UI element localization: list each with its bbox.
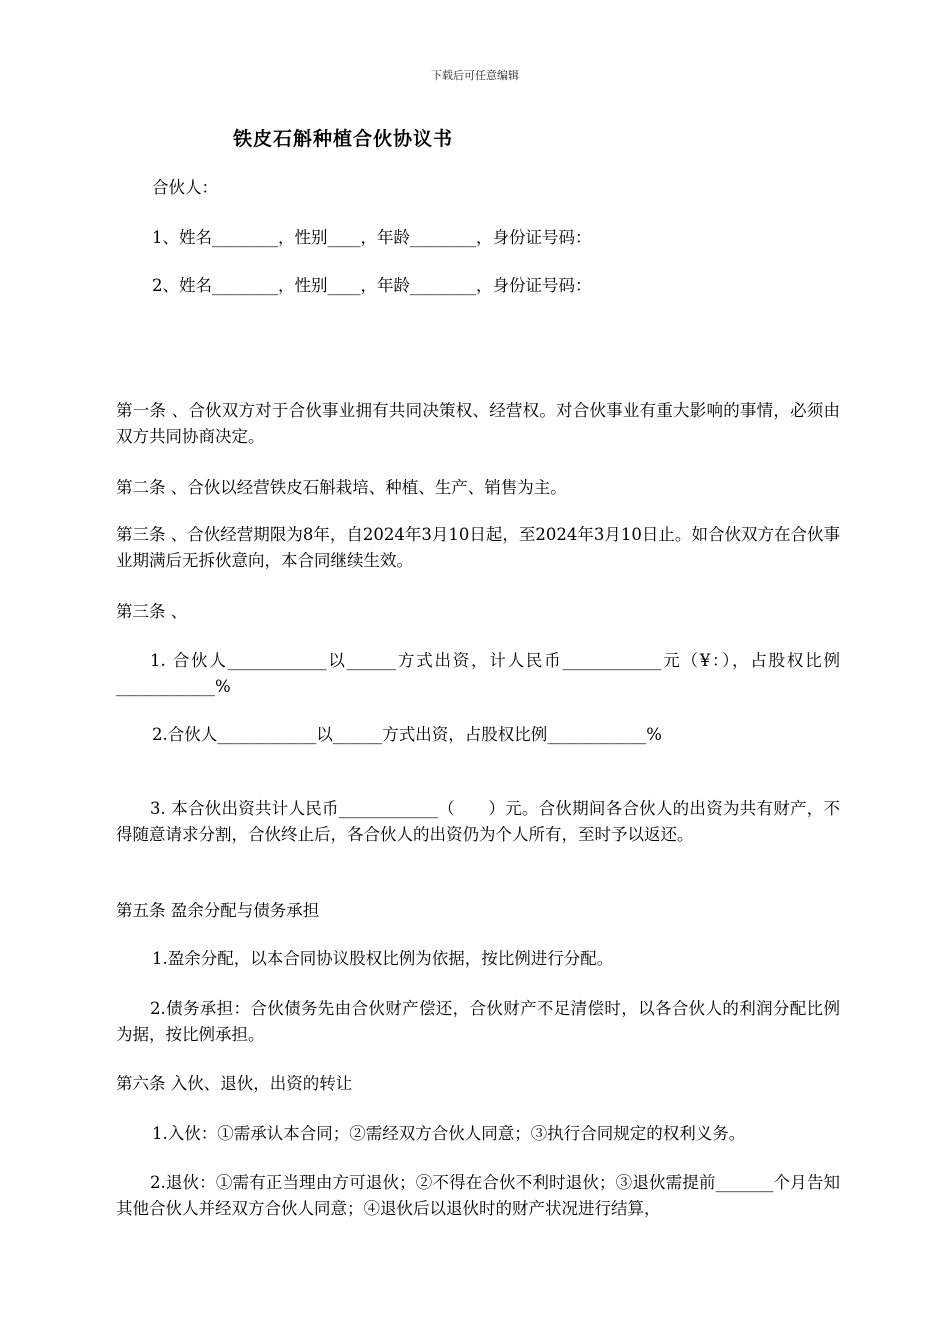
document-title: 铁皮石斛种植合伙协议书 <box>233 128 454 150</box>
page-header-note: 下载后可任意编辑 <box>431 69 519 82</box>
article-6-clause-1: 1.入伙：①需承认本合同；②需经双方合伙人同意；③执行合同规定的权利义务。 <box>152 1124 746 1143</box>
article-6-heading: 第六条 入伙、退伙，出资的转让 <box>116 1074 353 1093</box>
article-5-clause-2: 2.债务承担：合伙债务先由合伙财产偿还，合伙财产不足清偿时，以各合伙人的利润分配比例为据，按比例承担。 <box>116 999 840 1044</box>
article-4-heading: 第三条 、 <box>116 602 188 621</box>
partner-2-info: 2、姓名________，性别____，年龄________，身份证号码： <box>152 276 592 295</box>
article-1: 第一条 、合伙双方对于合伙事业拥有共同决策权、经营权。对合伙事业有重大影响的事情，必须由双方共同协商决定。 <box>116 401 840 446</box>
article-4-clause-3: 3. 本合伙出资共计人民币____________（ ）元。合伙期间各合伙人的出资为共有财产，不得随意请求分割，合伙终止后，各合伙人的出资仍为个人所有，至时予以返还。 <box>116 799 840 844</box>
partner-1-info: 1、姓名________，性别____，年龄________，身份证号码： <box>152 228 592 247</box>
article-4-clause-2: 2.合伙人____________以______方式出资，占股权比例____________% <box>152 725 662 744</box>
article-5-heading: 第五条 盈余分配与债务承担 <box>116 901 320 920</box>
article-4-clause-1: 1. 合伙人____________以______方式出资，计人民币____________元（¥：），占股权比例____________% <box>116 651 840 696</box>
article-2: 第二条 、合伙以经营铁皮石斛栽培、种植、生产、销售为主。 <box>116 478 567 497</box>
article-5-clause-1: 1.盈余分配，以本合同协议股权比例为依据，按比例进行分配。 <box>152 949 614 968</box>
article-6-clause-2: 2.退伙：①需有正当理由方可退伙；②不得在合伙不利时退伙；③退伙需提前_______个月告知其他合伙人并经双方合伙人同意；④退伙后以退伙时的财产状况进行结算， <box>116 1173 840 1218</box>
partners-label: 合伙人： <box>152 178 218 197</box>
article-3: 第三条 、合伙经营期限为8年，自2024年3月10日起，至2024年3月10日止。如合伙双方在合伙事业期满后无拆伙意向，本合同继续生效。 <box>116 525 840 570</box>
